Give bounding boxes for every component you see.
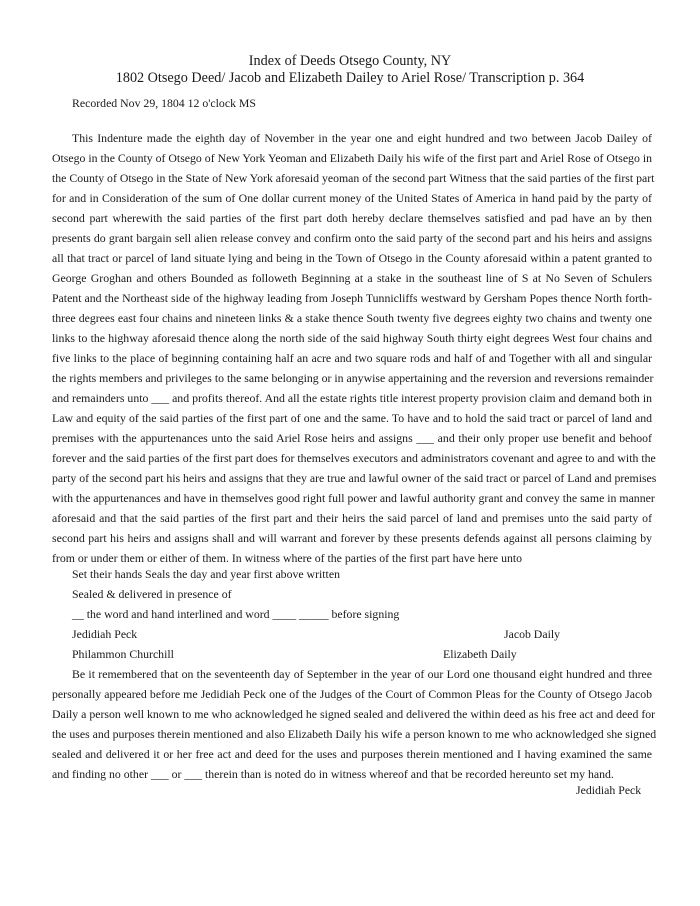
indenture-line: George Groghan and others Bounded as followeth Beginning at a stake in the southeast line of S at No Seven of Schulers	[52, 271, 652, 285]
indenture-line: with the appurtenances and have in themselves good right full power and lawful authority grant and convey the same in manner	[52, 491, 655, 505]
judge-signature: Jedidiah Peck	[576, 783, 642, 797]
indenture-line: forever and the said parties of the first part does for themselves executors and administrators covenant and agree to and with the	[52, 451, 656, 465]
indenture-line: Law and equity of the said parties of the first part of one and the same. To have and to hold the said tract or parcel of land and	[52, 411, 652, 425]
indenture-line: the County of Otsego in the State of New York aforesaid yeoman of the second part Witness that the said parties of the first part	[52, 171, 655, 185]
indenture-line: second part his heirs and assigns shall and will warrant and forever by these presents defends against all persons claiming by	[52, 531, 652, 545]
recorded-date: Recorded Nov 29, 1804 12 o'clock MS	[72, 96, 256, 110]
signing-line: Sealed & delivered in presence of	[72, 587, 232, 601]
acknowledgement-line: personally appeared before me Jedidiah Peck one of the Judges of the Court of Common Pleas for the County of Otsego Jacob	[52, 687, 652, 701]
signing-line: __ the word and hand interlined and word ____ _____ before signing	[72, 607, 400, 621]
indenture-line: presents do grant bargain sell alien release convey and confirm onto the said party of the second part and his heirs and assigns	[52, 231, 652, 245]
indenture-line: aforesaid and that the said parties of the first part and their heirs the said parcel of land and premises unto the said party of	[52, 511, 652, 525]
indenture-line: and remainders unto ___ and profits thereof. And all the estate rights title interest property provision claim and demand both in	[52, 391, 652, 405]
indenture-line: from or under them or either of them. In witness where of the parties of the first part have here unto	[52, 551, 523, 565]
acknowledgement-line: Daily a person well known to me who acknowledged he signed sealed and delivered the within deed as his free act and deed for	[52, 707, 656, 721]
document-title: Index of Deeds Otsego County, NY	[248, 53, 452, 69]
indenture-line: Patent and the Northeast side of the highway leading from Joseph Tunnicliffs westward by Gersham Popes thence North forth-	[52, 291, 652, 305]
indenture-line: links to the highway aforesaid thence along the north side of the said highway South thirty eight degrees West four chains and	[52, 331, 652, 345]
witness-name: Jedidiah Peck	[72, 627, 138, 641]
acknowledgement-line: sealed and delivered it or her free act and deed for the uses and purposes therein mentioned and I having examined the same	[52, 747, 652, 761]
witness-name: Philammon Churchill	[72, 647, 174, 661]
acknowledgement-line: Be it remembered that on the seventeenth day of September in the year of our Lord one thousand eight hundred and three	[72, 667, 652, 681]
indenture-line: This Indenture made the eighth day of November in the year one and eight hundred and two between Jacob Dailey of	[72, 131, 652, 145]
indenture-line: three degrees east four chains and nineteen links & a stake thence South twenty five degrees eighty two chains and twenty one	[52, 311, 652, 325]
indenture-line: the rights members and privileges to the same belonging or in anywise appertaining and the reversion and reversions remainder	[52, 371, 654, 385]
indenture-line: Otsego in the County of Otsego of New York Yeoman and Elizabeth Daily his wife of the first part and Ariel Rose of Otsego in	[52, 151, 652, 165]
indenture-line: all that tract or parcel of land situate lying and being in the Town of Otsego in the County aforesaid within a patent granted to	[52, 251, 652, 265]
grantor-name: Jacob Daily	[504, 627, 561, 641]
grantor-name: Elizabeth Daily	[443, 647, 517, 661]
acknowledgement-line: and finding no other ___ or ___ therein than is noted do in witness whereof and that be recorded hereunto set my hand.	[52, 767, 614, 781]
indenture-line: premises with the appurtenances unto the said Ariel Rose heirs and assigns ___ and their only proper use benefit and behoof	[52, 431, 652, 445]
indenture-line: five links to the place of beginning containing half an acre and two square rods and half of and Together with all and singular	[52, 351, 652, 365]
document-subtitle: 1802 Otsego Deed/ Jacob and Elizabeth Dailey to Ariel Rose/ Transcription p. 364	[115, 70, 585, 86]
indenture-line: party of the second part his heirs and assigns that they are true and lawful owner of the said tract or parcel of Land and premises	[52, 471, 657, 485]
indenture-line: second part wherewith the said parties of the first part doth hereby declare themselves satisfied and pad have an by then	[52, 211, 652, 225]
acknowledgement-line: the uses and purposes therein mentioned and also Elizabeth Daily his wife a person known to me who acknowledged she signed	[52, 727, 657, 741]
indenture-line: for and in Consideration of the sum of One dollar current money of the United States of America in hand paid by the party of	[52, 191, 652, 205]
signing-line: Set their hands Seals the day and year first above written	[72, 567, 340, 581]
